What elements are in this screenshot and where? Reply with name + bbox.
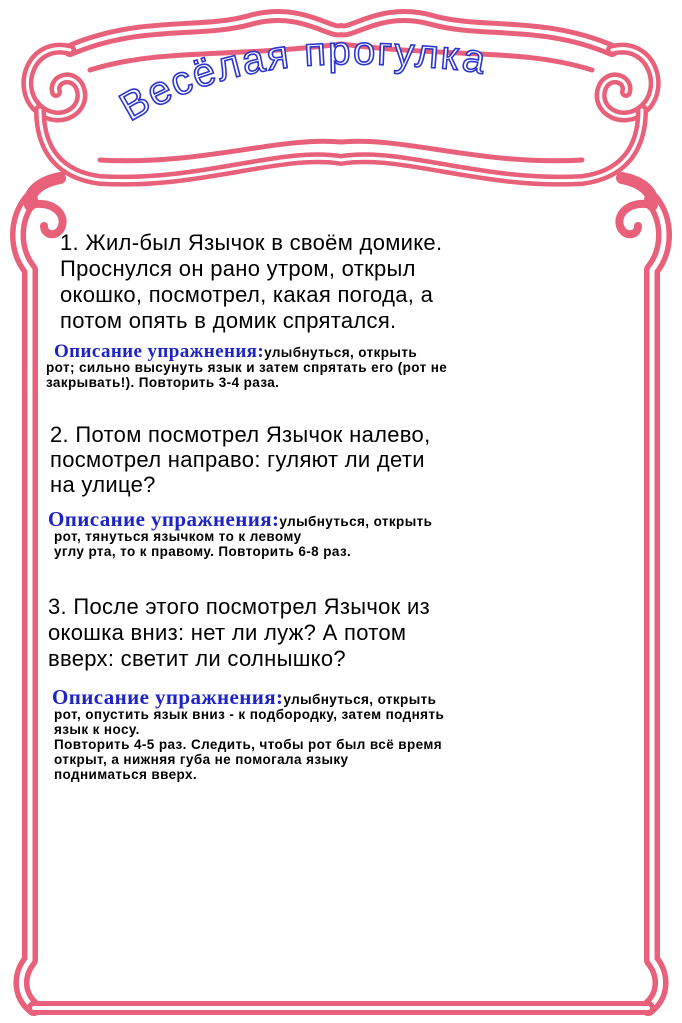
description-label: Описание упражнения: xyxy=(52,685,284,709)
step-1-line: Проснулся он рано утром, открыл xyxy=(60,256,416,281)
step-1-text xyxy=(60,230,442,334)
description-line: рот, опустить язык вниз - к подбородку, затем поднять xyxy=(54,707,445,722)
step-2-line: на улице? xyxy=(50,472,156,497)
description-line: рот, тянуться язычком то к левому xyxy=(54,529,302,544)
step-3-line: окошка вниз: нет ли луж? А потом xyxy=(48,620,407,645)
step-1-line: 1. Жил-был Язычок в своём домике. xyxy=(60,230,443,255)
description-line: закрывать!). Повторить 3-4 раза. xyxy=(46,375,280,390)
step-2-text xyxy=(50,422,430,497)
description-line: язык к носу. xyxy=(54,722,140,737)
description-line: улыбнуться, открыть xyxy=(279,514,433,529)
step-2-line: посмотрел направо: гуляют ли дети xyxy=(50,447,425,472)
step-3-text xyxy=(48,594,430,672)
description-line: Повторить 4-5 раз. Следить, чтобы рот был всё время xyxy=(54,737,443,752)
step-3-description xyxy=(52,685,445,782)
description-line: открыт, а нижняя губа не помогала языку xyxy=(54,752,349,767)
description-line: углу рта, то к правому. Повторить 6-8 раз. xyxy=(54,544,352,559)
step-2-description xyxy=(48,507,433,559)
step-3-line: вверх: светит ли солнышко? xyxy=(48,646,346,671)
step-1-description xyxy=(46,341,448,390)
description-line: рот; сильно высунуть язык и затем спрятать его (рот не xyxy=(46,360,448,375)
description-label: Описание упражнения: xyxy=(48,507,280,531)
title-graphic xyxy=(0,0,682,200)
step-2-line: 2. Потом посмотрел Язычок налево, xyxy=(50,422,431,447)
description-label: Описание упражнения: xyxy=(54,341,265,362)
page-title: Весёлая прогулка xyxy=(112,29,491,130)
step-1-line: окошко, посмотрел, какая погода, а xyxy=(60,282,434,307)
description-line: улыбнуться, открыть xyxy=(283,692,437,707)
description-line: улыбнуться, открыть xyxy=(264,345,418,360)
step-1-line: потом опять в домик спрятался. xyxy=(60,308,397,333)
step-3-line: 3. После этого посмотрел Язычок из xyxy=(48,594,430,619)
description-line: подниматься вверх. xyxy=(54,767,198,782)
